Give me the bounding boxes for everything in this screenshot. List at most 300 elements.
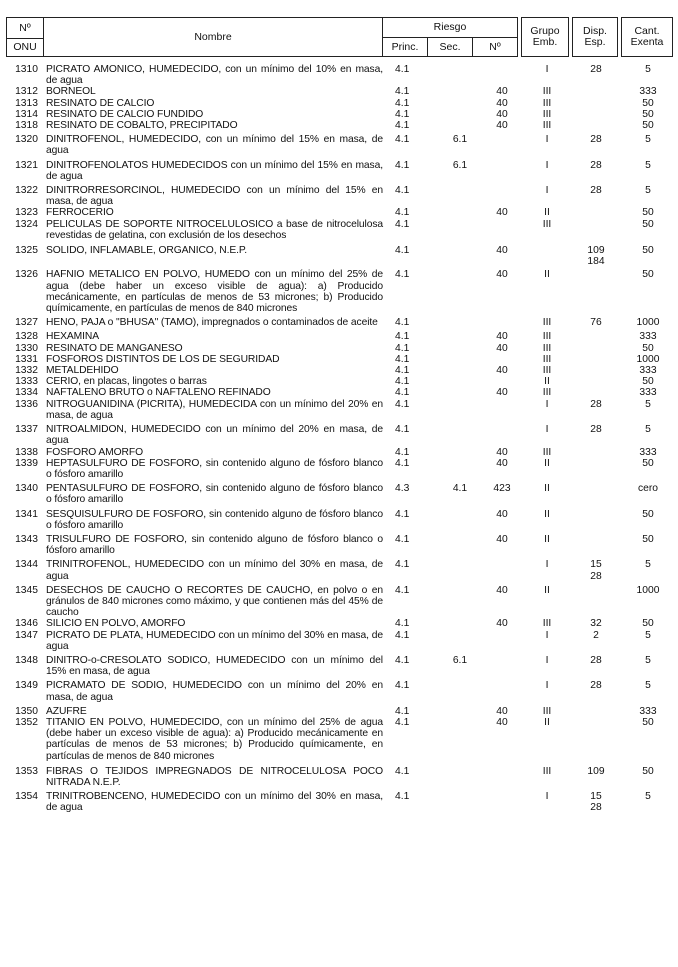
riesgo-numero: 40 (496, 705, 508, 717)
table-row (0, 269, 678, 314)
disposicion-especial: 109 (587, 765, 605, 777)
table-row (0, 791, 678, 813)
substance-description: sin contenido alguno de fósforo blanco o fósforo amarillo (46, 508, 383, 531)
substance-description: con un mínimo del 10% en masa, de agua (46, 64, 383, 87)
header-onu: ONU (6, 38, 44, 57)
table-row (0, 160, 678, 182)
substance-description: con un mínimo del 20% en masa, de agua (46, 680, 384, 703)
riesgo-secundario: 6.1 (452, 654, 468, 666)
cantidad-exenta: 50 (642, 218, 654, 230)
riesgo-numero: 40 (496, 508, 508, 520)
riesgo-principal: 4.1 (395, 365, 410, 377)
grupo-embalaje: III (542, 353, 552, 365)
cantidad-exenta: 333 (639, 446, 657, 458)
disposicion-especial: 28 (590, 159, 602, 171)
table-row (0, 399, 678, 421)
riesgo-principal: 4.1 (395, 185, 410, 197)
substance-name (46, 245, 383, 256)
table-row (0, 64, 678, 86)
header-num: Nº (472, 37, 518, 57)
substance-description: con un mínimo del 30% en masa, de agua (46, 791, 383, 814)
grupo-embalaje: III (542, 86, 552, 98)
substance-name (46, 376, 383, 387)
cantidad-exenta: 50 (642, 618, 654, 630)
substance-name (46, 791, 383, 813)
riesgo-principal: 4.1 (395, 446, 410, 458)
cantidad-exenta: 1000 (636, 317, 660, 329)
cantidad-exenta: 50 (642, 269, 654, 281)
table-row (0, 424, 678, 446)
substance-name (46, 98, 383, 109)
onu-number: 1336 (15, 398, 38, 410)
cantidad-exenta: 50 (642, 765, 654, 777)
substance-name (46, 766, 383, 788)
cantidad-exenta: 333 (639, 705, 657, 717)
substance-name (46, 185, 383, 207)
substance-title: FOSFORO AMORFO (46, 446, 143, 458)
substance-title: DINITRO-o-CRESOLATO SODICO, HUMEDECIDO (46, 654, 286, 666)
substance-title: PICRATO DE PLATA, HUMEDECIDO (46, 629, 216, 641)
substance-name (46, 331, 383, 342)
table-row (0, 354, 678, 365)
onu-number: 1314 (15, 108, 38, 120)
header-cant: Cant. Exenta (621, 17, 673, 57)
table-row (0, 365, 678, 376)
substance-name (46, 354, 383, 365)
cantidad-exenta: 1000 (636, 584, 660, 596)
onu-number: 1327 (15, 317, 38, 329)
grupo-embalaje: III (542, 387, 552, 399)
substance-description: en placas, lingotes o barras (80, 376, 207, 388)
grupo-embalaje: II (544, 584, 550, 596)
table-row (0, 483, 678, 505)
substance-name (46, 134, 383, 156)
onu-number: 1339 (15, 457, 38, 469)
riesgo-numero: 40 (496, 584, 508, 596)
substance-title: HENO, PAJA o "BHUSA" (TAMO), (46, 317, 199, 329)
cantidad-exenta: 5 (645, 398, 651, 410)
grupo-embalaje: II (544, 483, 550, 495)
substance-title: SOLIDO, INFLAMABLE, ORGANICO, N.E.P. (46, 245, 248, 257)
substance-title: METALDEHIDO (46, 365, 119, 377)
grupo-embalaje: I (545, 629, 549, 641)
substance-name (46, 86, 383, 97)
riesgo-principal: 4.1 (395, 457, 410, 469)
substance-name (46, 64, 383, 86)
cantidad-exenta: 50 (642, 108, 654, 120)
riesgo-principal: 4.1 (395, 533, 410, 545)
onu-number: 1352 (15, 716, 38, 728)
grupo-embalaje: I (545, 159, 549, 171)
onu-number: 1349 (15, 680, 38, 692)
riesgo-principal: 4.3 (395, 483, 410, 495)
substance-title: DESECHOS DE CAUCHO O RECORTES DE CAUCHO, (46, 584, 313, 596)
disposicion-especial: 109 184 (587, 245, 605, 268)
grupo-embalaje: III (542, 317, 552, 329)
disposicion-especial: 32 (590, 618, 602, 630)
disposicion-especial: 28 (590, 64, 602, 75)
grupo-embalaje: I (545, 185, 549, 197)
onu-number: 1323 (15, 207, 38, 219)
grupo-embalaje: I (545, 654, 549, 666)
substance-name (46, 343, 383, 354)
substance-title: HEXAMINA (46, 331, 99, 343)
onu-number: 1348 (15, 654, 38, 666)
onu-number: 1318 (15, 120, 38, 132)
riesgo-principal: 4.1 (395, 791, 410, 803)
substance-name (46, 680, 383, 702)
table-row (0, 109, 678, 120)
table-row (0, 387, 678, 398)
disposicion-especial: 28 (590, 680, 602, 692)
grupo-embalaje: I (545, 791, 549, 803)
riesgo-principal: 4.1 (395, 387, 410, 399)
substance-title: BORNEOL (46, 86, 96, 98)
riesgo-principal: 4.1 (395, 654, 410, 666)
substance-title: TITANIO EN POLVO, HUMEDECIDO, (46, 716, 223, 728)
grupo-embalaje: III (542, 331, 552, 343)
cantidad-exenta: 333 (639, 387, 657, 399)
riesgo-principal: 4.1 (395, 64, 410, 75)
substance-title: DINITROFENOL, HUMEDECIDO, (46, 134, 202, 146)
substance-title: RESINATO DE CALCIO (46, 97, 155, 109)
onu-number: 1344 (15, 559, 38, 571)
riesgo-principal: 4.1 (395, 765, 410, 777)
riesgo-principal: 4.1 (395, 508, 410, 520)
table-row (0, 98, 678, 109)
substance-name (46, 269, 383, 314)
riesgo-secundario: 6.1 (452, 159, 468, 171)
cantidad-exenta: cero (637, 483, 659, 495)
riesgo-numero: 40 (496, 533, 508, 545)
table-row (0, 559, 678, 581)
riesgo-numero: 40 (496, 387, 508, 399)
table-row (0, 618, 678, 629)
substance-name (46, 630, 383, 652)
cantidad-exenta: 50 (642, 508, 654, 520)
onu-number: 1343 (15, 533, 38, 545)
riesgo-principal: 4.1 (395, 120, 410, 132)
grupo-embalaje: III (542, 365, 552, 377)
table-row (0, 134, 678, 156)
table-row (0, 185, 678, 207)
header-sec: Sec. (427, 37, 473, 57)
riesgo-principal: 4.1 (395, 86, 410, 98)
substance-title: RESINATO DE CALCIO FUNDIDO (46, 108, 204, 120)
onu-number: 1312 (15, 86, 38, 98)
disposicion-especial: 15 28 (590, 791, 602, 814)
onu-number: 1331 (15, 353, 38, 365)
onu-number: 1341 (15, 508, 38, 520)
cantidad-exenta: 5 (645, 134, 651, 146)
table-row (0, 86, 678, 97)
table-row (0, 509, 678, 531)
riesgo-numero: 40 (496, 618, 508, 630)
table-body (0, 64, 678, 814)
substance-title: NITROALMIDON, HUMEDECIDO (46, 424, 201, 436)
substance-name (46, 534, 383, 556)
substance-description: a base de nitrocelulosa revestidas de gelatina, con exclusión de los desechos (46, 218, 383, 241)
table-row (0, 766, 678, 788)
riesgo-numero: 40 (496, 716, 508, 728)
substance-name (46, 317, 383, 328)
onu-number: 1330 (15, 342, 38, 354)
onu-number: 1334 (15, 387, 38, 399)
substance-title: RESINATO DE COBALTO, PRECIPITADO (46, 120, 238, 132)
riesgo-numero: 40 (496, 457, 508, 469)
grupo-embalaje: II (544, 457, 550, 469)
substance-title: SILICIO EN POLVO, AMORFO (46, 618, 186, 630)
disposicion-especial: 28 (590, 654, 602, 666)
grupo-embalaje: I (545, 64, 549, 75)
grupo-embalaje: II (544, 716, 550, 728)
substance-description: con un mínimo del 15% en masa, de agua (46, 159, 383, 182)
grupo-embalaje: I (545, 559, 549, 571)
grupo-embalaje: III (542, 618, 552, 630)
table-row (0, 331, 678, 342)
substance-description: en polvo o en gránulos de 840 micrones como máximo, y que contienen más del 45% de caucho (46, 584, 383, 619)
substance-description: con un mínimo del 30% en masa, de agua (46, 559, 383, 582)
onu-number: 1354 (15, 791, 38, 803)
riesgo-principal: 4.1 (395, 218, 410, 230)
onu-number: 1322 (15, 185, 38, 197)
riesgo-principal: 4.1 (395, 207, 410, 219)
cantidad-exenta: 5 (645, 680, 651, 692)
table-row (0, 317, 678, 328)
substance-title: HEPTASULFURO DE FOSFORO, (46, 457, 203, 469)
substance-description: con un mínimo del 30% en masa, de agua (46, 629, 383, 652)
riesgo-principal: 4.1 (395, 97, 410, 109)
riesgo-principal: 4.1 (395, 331, 410, 343)
onu-number: 1353 (15, 765, 38, 777)
riesgo-principal: 4.1 (395, 376, 410, 388)
riesgo-numero: 40 (496, 97, 508, 109)
grupo-embalaje: I (545, 424, 549, 436)
substance-description: sin contenido alguno de fósforo blanco o fósforo amarillo (46, 457, 384, 480)
disposicion-especial: 28 (590, 424, 602, 436)
riesgo-numero: 40 (496, 269, 508, 281)
substance-title: TRISULFURO DE FOSFORO, (46, 533, 187, 545)
riesgo-principal: 4.1 (395, 159, 410, 171)
cantidad-exenta: 50 (642, 207, 654, 219)
substance-name (46, 618, 383, 629)
grupo-embalaje: III (542, 446, 552, 458)
substance-name (46, 458, 383, 480)
cantidad-exenta: 50 (642, 342, 654, 354)
onu-number: 1320 (15, 134, 38, 146)
onu-number: 1310 (15, 64, 38, 75)
substance-title: DINITRORRESORCINOL, HUMEDECIDO (46, 185, 241, 197)
substance-title: PICRAMATO DE SODIO, HUMEDECIDO (46, 680, 242, 692)
riesgo-principal: 4.1 (395, 424, 410, 436)
table-row (0, 655, 678, 677)
substance-description: con un mínimo del 25% de agua (debe haber un exceso visible de agua): a) Producido mecánicamente en partículas de menos de 53 micrones; b) Producido químicamente, en partículas de menos de 840 micrones (46, 716, 383, 762)
grupo-embalaje: I (545, 134, 549, 146)
riesgo-principal: 4.1 (395, 342, 410, 354)
substance-name (46, 160, 383, 182)
riesgo-principal: 4.1 (395, 559, 410, 571)
onu-number: 1332 (15, 365, 38, 377)
cantidad-exenta: 5 (645, 654, 651, 666)
cantidad-exenta: 50 (642, 245, 654, 257)
onu-number: 1328 (15, 331, 38, 343)
onu-number: 1333 (15, 376, 38, 388)
substance-description: con un mínimo del 25% de agua (debe haber un exceso visible de agua): a) Producido mecánicamente, en partículas de menos de 53 micrones; b) Producido químicamente, en partículas de menos de 840 micrones (46, 269, 383, 315)
cantidad-exenta: 333 (639, 331, 657, 343)
substance-title: RESINATO DE MANGANESO (46, 342, 183, 354)
table-row (0, 706, 678, 717)
cantidad-exenta: 333 (639, 365, 657, 377)
riesgo-principal: 4.1 (395, 618, 410, 630)
substance-title: PENTASULFURO DE FOSFORO, (46, 483, 203, 495)
substance-description: con un mínimo del 20% en masa, de agua (46, 398, 383, 421)
riesgo-numero: 40 (496, 342, 508, 354)
grupo-embalaje: III (542, 342, 552, 354)
substance-name (46, 585, 383, 619)
disposicion-especial: 28 (590, 185, 602, 197)
substance-title: FOSFOROS DISTINTOS DE LOS DE SEGURIDAD (46, 353, 280, 365)
grupo-embalaje: II (544, 508, 550, 520)
cantidad-exenta: 5 (645, 629, 651, 641)
riesgo-principal: 4.1 (395, 245, 410, 257)
riesgo-numero: 40 (496, 120, 508, 132)
substance-name (46, 655, 383, 677)
riesgo-secundario: 4.1 (452, 483, 468, 495)
onu-number: 1347 (15, 629, 38, 641)
onu-number: 1321 (15, 159, 38, 171)
riesgo-principal: 4.1 (395, 269, 410, 281)
grupo-embalaje: III (542, 765, 552, 777)
substance-title: NITROGUANIDINA (PICRITA), HUMEDECIDA (46, 398, 257, 410)
substance-description: sin contenido alguno de fósforo blanco o fósforo amarillo (46, 483, 384, 506)
cantidad-exenta: 5 (645, 185, 651, 197)
riesgo-principal: 4.1 (395, 629, 410, 641)
substance-title: HAFNIO METALICO EN POLVO, HUMEDO (46, 269, 250, 281)
disposicion-especial: 2 (593, 629, 599, 641)
header-disp: Disp. Esp. (572, 17, 618, 57)
substance-name (46, 219, 383, 241)
cantidad-exenta: 1000 (636, 353, 660, 365)
onu-number: 1325 (15, 245, 38, 257)
substance-title: PICRATO AMONICO, HUMEDECIDO, (46, 64, 222, 75)
table-row (0, 376, 678, 387)
substance-title: SESQUISULFURO DE FOSFORO, (46, 508, 206, 520)
grupo-embalaje: III (542, 108, 552, 120)
header-princ: Princ. (382, 37, 428, 57)
onu-number: 1340 (15, 483, 38, 495)
substance-description: con un mínimo del 15% en masa, de agua (46, 134, 383, 157)
riesgo-numero: 40 (496, 245, 508, 257)
riesgo-numero: 423 (493, 483, 511, 495)
disposicion-especial: 15 28 (590, 559, 602, 582)
header-nombre: Nombre (43, 17, 383, 57)
substance-name (46, 109, 383, 120)
riesgo-principal: 4.1 (395, 680, 410, 692)
onu-number: 1337 (15, 424, 38, 436)
cantidad-exenta: 5 (645, 791, 651, 803)
riesgo-principal: 4.1 (395, 108, 410, 120)
grupo-embalaje: III (542, 218, 552, 230)
substance-name (46, 120, 383, 131)
substance-description: con un mínimo del 15% en masa, de agua (46, 185, 384, 208)
substance-name (46, 559, 383, 581)
substance-name (46, 399, 383, 421)
disposicion-especial: 76 (590, 317, 602, 329)
substance-description: con un mínimo del 20% en masa, de agua (46, 424, 383, 447)
table-row (0, 630, 678, 652)
table-row (0, 585, 678, 619)
table-row (0, 680, 678, 702)
cantidad-exenta: 5 (645, 559, 651, 571)
cantidad-exenta: 333 (639, 86, 657, 98)
riesgo-numero: 40 (496, 108, 508, 120)
riesgo-numero: 40 (496, 365, 508, 377)
riesgo-principal: 4.1 (395, 584, 410, 596)
grupo-embalaje: I (545, 680, 549, 692)
cantidad-exenta: 50 (642, 716, 654, 728)
riesgo-principal: 4.1 (395, 716, 410, 728)
substance-title: FIBRAS O TEJIDOS IMPREGNADOS DE NITROCELULOSA POCO NITRADA N.E.P. (46, 765, 383, 788)
table-row (0, 717, 678, 762)
substance-name (46, 447, 383, 458)
header-riesgo: Riesgo (382, 17, 518, 38)
riesgo-principal: 4.1 (395, 705, 410, 717)
substance-name (46, 706, 383, 717)
onu-number: 1346 (15, 618, 38, 630)
substance-name (46, 207, 383, 218)
cantidad-exenta: 50 (642, 533, 654, 545)
substance-title: TRINITROFENOL, HUMEDECIDO (46, 559, 205, 571)
substance-name (46, 365, 383, 376)
grupo-embalaje: II (544, 207, 550, 219)
substance-description: impregnados o contaminados de aceite (198, 317, 378, 329)
substance-name (46, 387, 383, 398)
riesgo-principal: 4.1 (395, 317, 410, 329)
riesgo-principal: 4.1 (395, 134, 410, 146)
onu-number: 1313 (15, 97, 38, 109)
substance-name (46, 483, 383, 505)
cantidad-exenta: 5 (645, 159, 651, 171)
substance-title: TRINITROBENCENO, HUMEDECIDO (46, 791, 221, 803)
riesgo-numero: 40 (496, 446, 508, 458)
table-row (0, 343, 678, 354)
table-row (0, 207, 678, 218)
substance-title: AZUFRE (46, 705, 87, 717)
cantidad-exenta: 50 (642, 376, 654, 388)
riesgo-principal: 4.1 (395, 398, 410, 410)
grupo-embalaje: III (542, 705, 552, 717)
table-row (0, 219, 678, 241)
table-row (0, 120, 678, 131)
substance-title: DINITROFENOLATOS HUMEDECIDOS (46, 159, 228, 171)
table-header (6, 17, 674, 61)
table-row (0, 447, 678, 458)
riesgo-numero: 40 (496, 331, 508, 343)
substance-title: CERIO, (46, 376, 81, 388)
cantidad-exenta: 5 (645, 64, 651, 75)
substance-description: sin contenido alguno de fósforo blanco o fósforo amarillo (46, 533, 384, 557)
riesgo-principal: 4.1 (395, 353, 410, 365)
cantidad-exenta: 50 (642, 120, 654, 132)
grupo-embalaje: II (544, 269, 550, 281)
onu-number: 1345 (15, 584, 38, 596)
riesgo-numero: 40 (496, 207, 508, 219)
cantidad-exenta: 50 (642, 457, 654, 469)
substance-name (46, 717, 383, 762)
riesgo-numero: 40 (496, 86, 508, 98)
onu-number: 1350 (15, 705, 38, 717)
substance-name (46, 424, 383, 446)
